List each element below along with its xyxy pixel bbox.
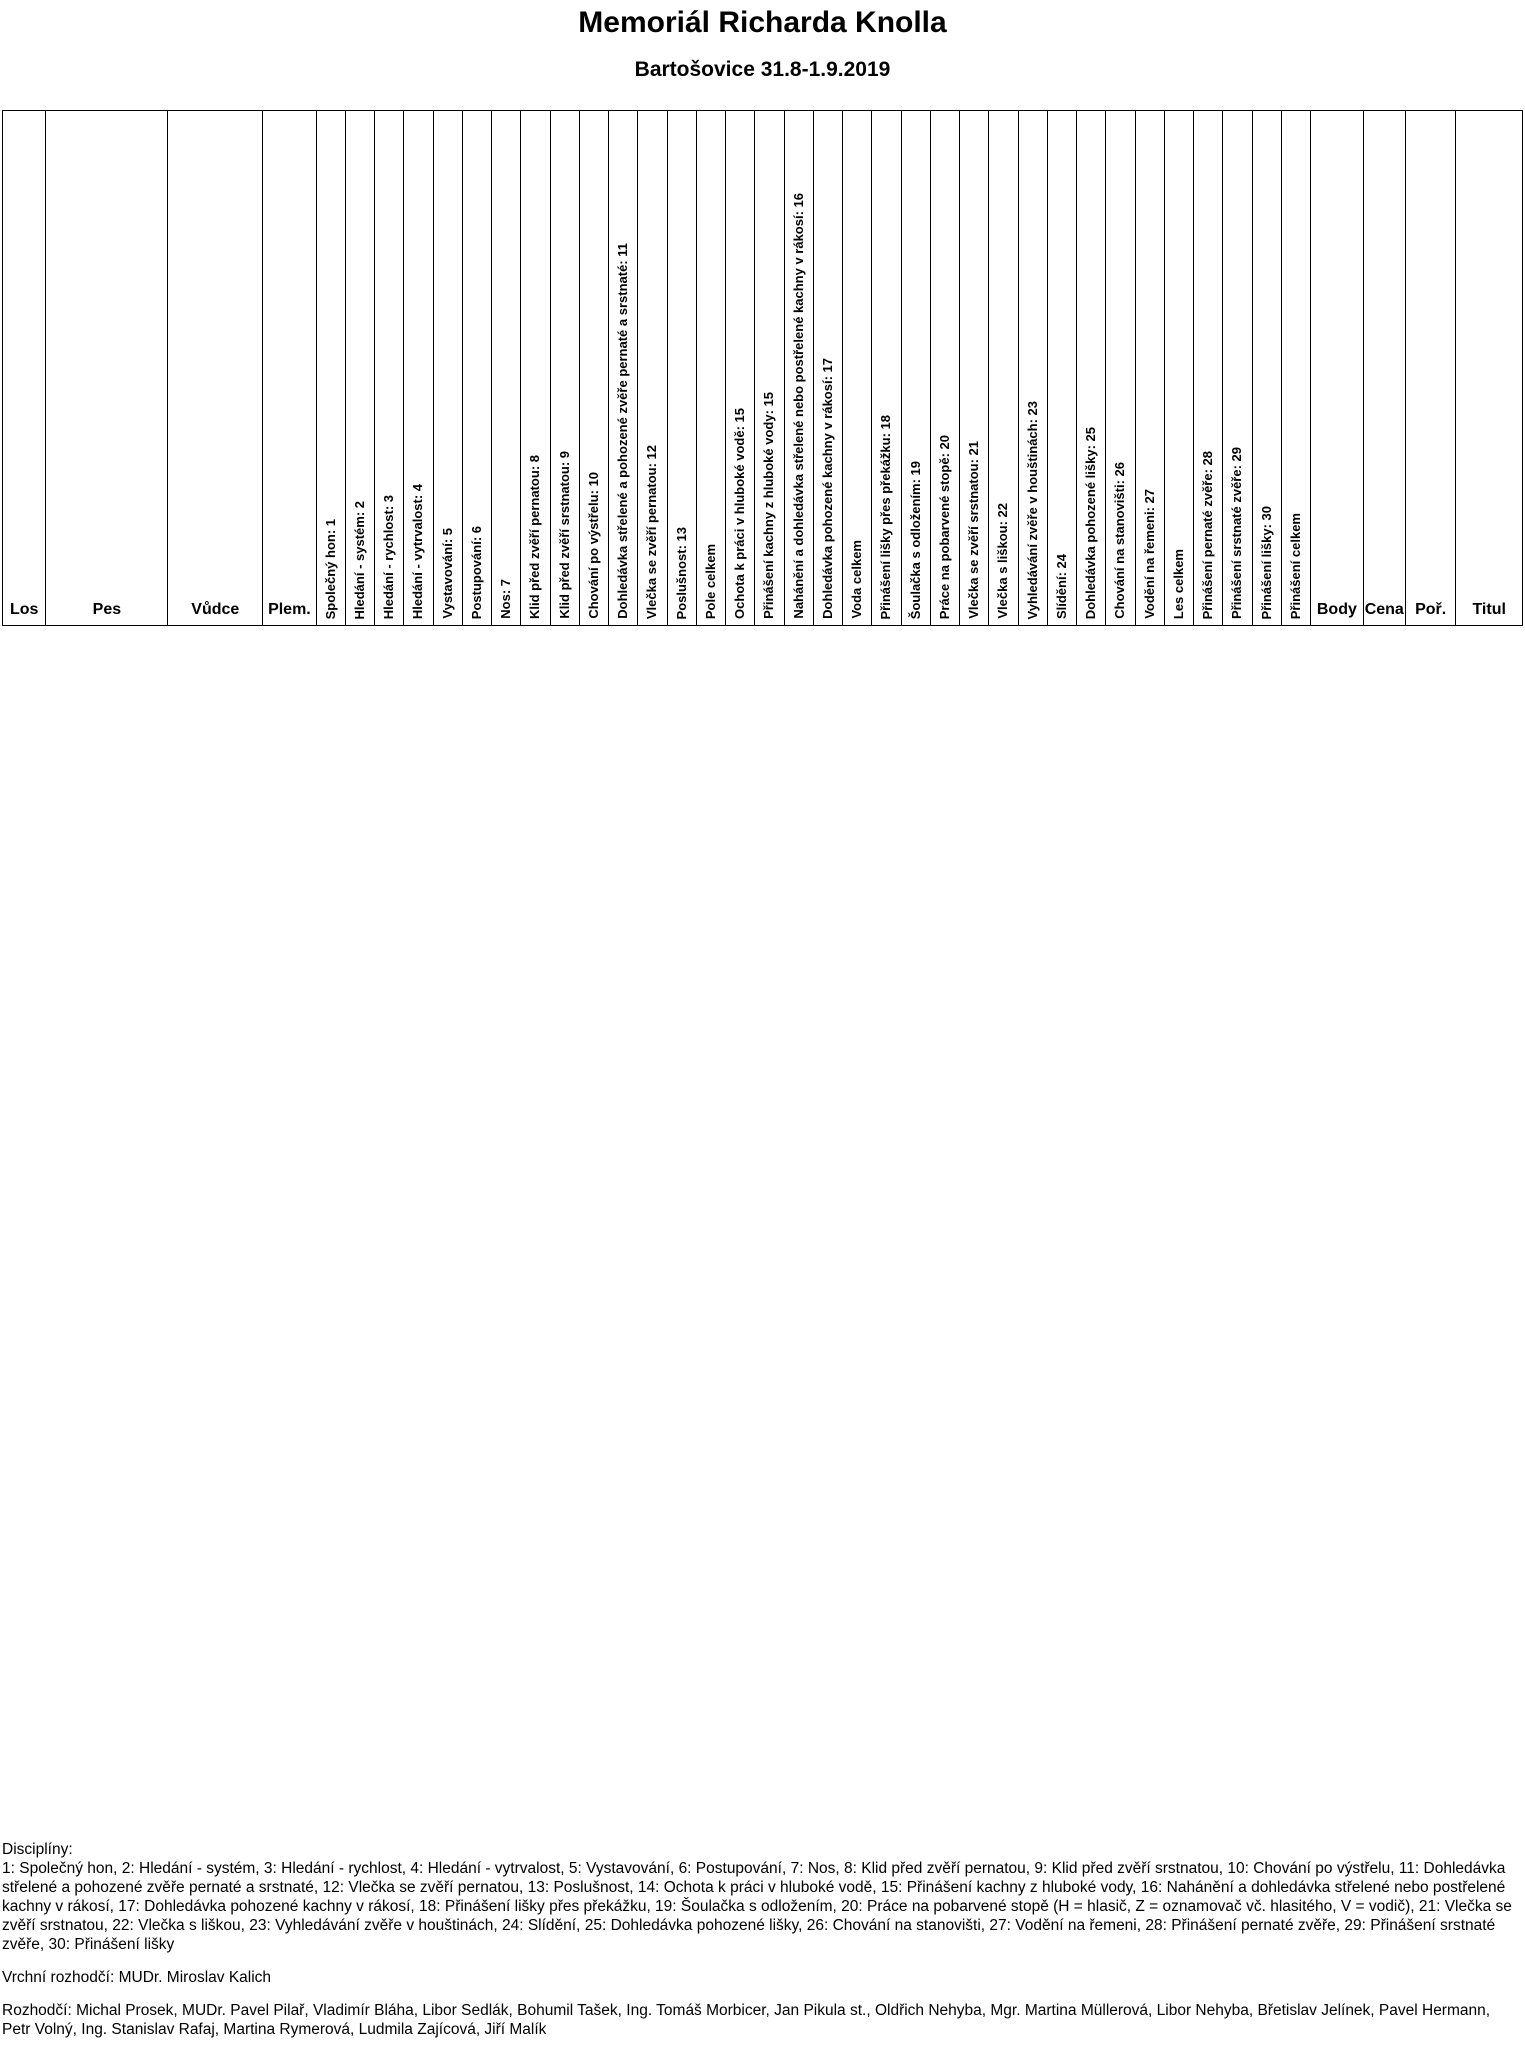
document-subtitle: Bartošovice 31.8-1.9.2019 xyxy=(634,58,891,81)
header-score-13 xyxy=(667,111,696,626)
header-titul: Titul xyxy=(1456,111,1523,626)
header-score-7 xyxy=(492,111,521,626)
header-score-21 xyxy=(901,111,930,626)
header-score-label: Přinášení srstnaté zvěře: 29 xyxy=(1229,447,1245,619)
header-score-18 xyxy=(813,111,842,626)
header-score-label: Přinášení celkem xyxy=(1287,512,1303,619)
header-score-label: Les celkem xyxy=(1170,548,1186,619)
judges-list: Rozhodčí: Michal Prosek, MUDr. Pavel Pilař, Vladimír Bláha, Libor Sedlák, Bohumil Tašek, Ing. Tomáš Morbicer, Jan Pikula st., Oldřich Nehyba, Mgr. Martina Müllerová, Libor Nehyba, Břetislav Jelínek, Pavel Hermann, Petr Volný, Ing. Stanislav Rafaj, Martina Rymerová, Ludmila Zajícová, Jiří Malík xyxy=(2,2002,1491,2038)
header-score-28 xyxy=(1106,111,1135,626)
header-score-label: Práce na pobarvené stopě: 20 xyxy=(936,434,952,619)
header-score-14 xyxy=(696,111,725,626)
header-score-29 xyxy=(1135,111,1164,626)
header-score-label: Vlečka se zvěří srstnatou: 21 xyxy=(966,441,982,619)
results-table xyxy=(2,110,1523,626)
header-score-label: Dohledávka pohozené lišky: 25 xyxy=(1083,426,1099,619)
header-score-label: Klid před zvěří srstnatou: 9 xyxy=(556,451,572,619)
header-score-6 xyxy=(462,111,491,626)
header-score-label: Poslušnost: 13 xyxy=(673,526,689,619)
header-score-16 xyxy=(755,111,784,626)
header-score-10 xyxy=(579,111,608,626)
header-body: Body xyxy=(1311,111,1363,626)
header-score-label: Vystavování: 5 xyxy=(439,528,455,619)
header-score-label: Nos: 7 xyxy=(498,579,514,619)
header-score-22 xyxy=(930,111,959,626)
header-score-label: Přinášení lišky přes překážku: 18 xyxy=(878,414,894,619)
header-score-8 xyxy=(521,111,550,626)
header-score-31 xyxy=(1194,111,1223,626)
header-score-23 xyxy=(960,111,989,626)
header-score-label: Pole celkem xyxy=(702,543,718,619)
header-score-3 xyxy=(375,111,404,626)
header-score-label: Šoulačka s odložením: 19 xyxy=(907,460,923,619)
header-score-11 xyxy=(609,111,638,626)
header-score-label: Dohledávka pohozené kachny v rákosí: 17 xyxy=(819,358,835,619)
header-score-label: Hledání - vytrvalost: 4 xyxy=(410,483,426,619)
header-score-label: Nahánění a dohledávka střelené nebo postřelené kachny v rákosí: 16 xyxy=(790,193,806,619)
header-por: Poř. xyxy=(1405,111,1455,626)
header-plem: Plem. xyxy=(263,111,316,626)
header-score-label: Dohledávka střelené a pohozené zvěře pernaté a srstnaté: 11 xyxy=(615,243,631,619)
header-score-9 xyxy=(550,111,579,626)
header-score-label: Klid před zvěří pernatou: 8 xyxy=(527,455,543,619)
header-score-5 xyxy=(433,111,462,626)
chief-judge: Vrchní rozhodčí: MUDr. Miroslav Kalich xyxy=(2,1969,272,1986)
header-score-4 xyxy=(404,111,433,626)
header-score-label: Voda celkem xyxy=(849,540,865,619)
header-score-33 xyxy=(1252,111,1281,626)
header-score-label: Chování po výstřelu: 10 xyxy=(585,472,601,619)
header-score-label: Postupování: 6 xyxy=(468,525,484,619)
header-pes: Pes xyxy=(46,111,168,626)
disciplines-heading: Disciplíny: xyxy=(2,1841,73,1858)
header-cena: Cena xyxy=(1363,111,1405,626)
header-score-20 xyxy=(872,111,901,626)
header-score-label: Společný hon: 1 xyxy=(322,518,338,619)
header-score-24 xyxy=(989,111,1018,626)
header-score-15 xyxy=(726,111,755,626)
header-score-1 xyxy=(316,111,345,626)
header-score-label: Hledání - systém: 2 xyxy=(351,500,367,619)
disciplines-text: 1: Společný hon, 2: Hledání - systém, 3: Hledání - rychlost, 4: Hledání - vytrvalost, 5: Vystavování, 6: Postupování, 7: Nos, 8: Klid před zvěří pernatou, 9: Klid před zvěří srstnatou, 10: Chování po výstřelu, 11: Dohledávka střelené a pohozené zvěře pernaté a srstnaté, 12: Vlečka se zvěří pernatou, 13: Poslušnost, 14: Ochota k práci v hluboké vodě, 15: Přinášení kachny z hluboké vody, 16: Nahánění a dohledávka střelené nebo postřelené kachny v rákosí, 17: Dohledávka pohozené kachny v rákosí, 18: Přinášení lišky přes překážku, 19: Šoulačka s odložením, 20: Práce na pobarvené stopě (H = hlasič, Z = oznamovač vč. hlasitého, V = vodič), 21: Vlečka se zvěří srstnatou, 22: Vlečka s liškou, 23: Vyhledávání zvěře v houštinách, 24: Slídění, 25: Dohledávka pohozené lišky, 26: Chování na stanovišti, 27: Vodění na řemeni, 28: Přinášení pernaté zvěře, 29: Přinášení srstnaté zvěře, 30: Přinášení lišky xyxy=(2,1860,1512,1953)
header-score-label: Vlečka s liškou: 22 xyxy=(995,503,1011,619)
header-score-25 xyxy=(1018,111,1047,626)
header-score-label: Vlečka se zvěří pernatou: 12 xyxy=(644,444,660,619)
header-score-26 xyxy=(1047,111,1076,626)
header-score-label: Přinášení kachny z hluboké vody: 15 xyxy=(761,392,777,619)
header-score-label: Vyhledávání zvěře v houštinách: 23 xyxy=(1024,400,1040,619)
header-score-label: Slídění: 24 xyxy=(1053,553,1069,619)
header-score-label: Přinášení pernaté zvěře: 28 xyxy=(1200,450,1216,619)
header-score-label: Hledání - rychlost: 3 xyxy=(381,494,397,619)
header-vudce: Vůdce xyxy=(168,111,263,626)
header-score-label: Chování na stanovišti: 26 xyxy=(1112,462,1128,619)
disciplines-legend xyxy=(2,1840,1522,1954)
header-score-label: Ochota k práci v hluboké vodě: 15 xyxy=(732,408,748,619)
header-score-27 xyxy=(1077,111,1106,626)
header-score-label: Přinášení lišky: 30 xyxy=(1258,505,1274,619)
header-score-label: Vodění na řemeni: 27 xyxy=(1141,489,1157,619)
header-score-30 xyxy=(1164,111,1193,626)
footer xyxy=(2,1840,1522,2053)
header-score-17 xyxy=(784,111,813,626)
header-score-2 xyxy=(345,111,374,626)
header-score-32 xyxy=(1223,111,1252,626)
header-los: Los xyxy=(3,111,46,626)
document-title: Memoriál Richarda Knolla xyxy=(578,6,947,39)
header-score-19 xyxy=(843,111,872,626)
header-score-34 xyxy=(1281,111,1310,626)
header-row xyxy=(3,111,1523,626)
header-score-12 xyxy=(638,111,667,626)
